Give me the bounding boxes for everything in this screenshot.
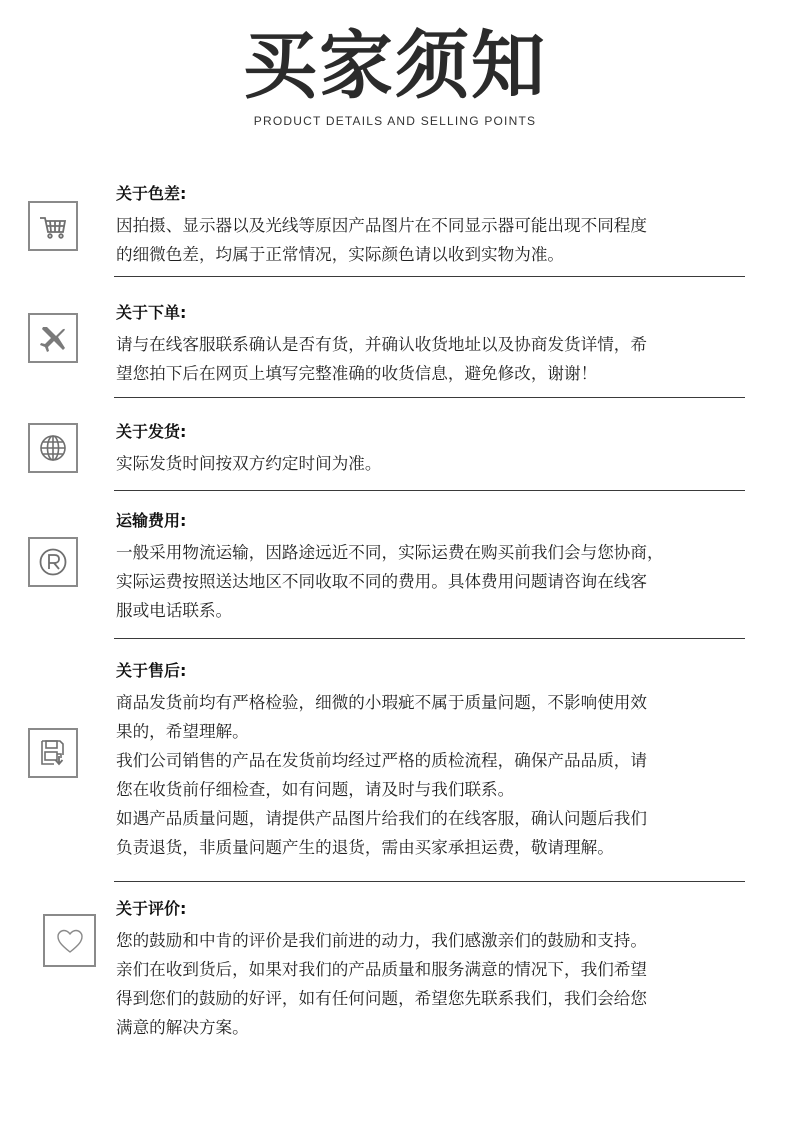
section-line: 一般采用物流运输，因路途远近不同，实际运费在购买前我们会与您协商， bbox=[116, 543, 664, 562]
globe-icon bbox=[28, 423, 78, 473]
section-title: 关于下单: bbox=[116, 303, 187, 322]
heart-icon bbox=[43, 914, 96, 967]
divider bbox=[114, 276, 745, 277]
section-line: 服或电话联系。 bbox=[116, 601, 233, 620]
section-line: 您在收货前仔细检查，如有问题，请及时与我们联系。 bbox=[116, 780, 515, 799]
section-ordering bbox=[116, 302, 736, 388]
section-line: 果的，希望理解。 bbox=[116, 722, 249, 741]
section-line: 实际发货时间按双方约定时间为准。 bbox=[116, 454, 382, 473]
section-line: 如遇产品质量问题，请提供产品图片给我们的在线客服，确认问题后我们 bbox=[116, 809, 647, 828]
section-freight bbox=[116, 510, 736, 625]
section-title: 关于发货: bbox=[116, 422, 187, 441]
section-line: 的细微色差，均属于正常情况，实际颜色请以收到实物为准。 bbox=[116, 245, 565, 264]
shopping-cart-icon bbox=[28, 201, 78, 251]
section-line: 因拍摄、显示器以及光线等原因产品图片在不同显示器可能出现不同程度 bbox=[116, 216, 647, 235]
section-line: 满意的解决方案。 bbox=[116, 1018, 249, 1037]
section-color-difference bbox=[116, 183, 736, 269]
page-header bbox=[0, 20, 790, 128]
registered-icon bbox=[28, 537, 78, 587]
section-after-sales bbox=[116, 660, 736, 862]
section-reviews bbox=[116, 898, 736, 1042]
section-line: 请与在线客服联系确认是否有货，并确认收货地址以及协商发货详情，希 bbox=[116, 335, 647, 354]
divider bbox=[114, 490, 745, 491]
section-line: 商品发货前均有严格检验，细微的小瑕疵不属于质量问题，不影响使用效 bbox=[116, 693, 647, 712]
section-line: 实际运费按照送达地区不同收取不同的费用。具体费用问题请咨询在线客 bbox=[116, 572, 647, 591]
divider bbox=[114, 881, 745, 882]
section-line: 您的鼓励和中肯的评价是我们前进的动力，我们感激亲们的鼓励和支持。 bbox=[116, 931, 647, 950]
section-line: 我们公司销售的产品在发货前均经过严格的质检流程，确保产品品质，请 bbox=[116, 751, 647, 770]
page-title: 买家须知 bbox=[243, 23, 547, 109]
section-title: 关于色差: bbox=[116, 184, 187, 203]
section-line: 亲们在收到货后，如果对我们的产品质量和服务满意的情况下，我们希望 bbox=[116, 960, 647, 979]
section-line: 得到您们的鼓励的好评，如有任何问题，希望您先联系我们，我们会给您 bbox=[116, 989, 647, 1008]
section-line: 望您拍下后在网页上填写完整准确的收货信息，避免修改，谢谢！ bbox=[116, 364, 598, 383]
section-line: 负责退货，非质量问题产生的退货，需由买家承担运费，敬请理解。 bbox=[116, 838, 614, 857]
divider bbox=[114, 397, 745, 398]
page-subtitle: PRODUCT DETAILS AND SELLING POINTS bbox=[253, 114, 537, 128]
divider bbox=[114, 638, 745, 639]
section-shipping bbox=[116, 421, 736, 478]
save-download-icon bbox=[28, 728, 78, 778]
airplane-icon bbox=[28, 313, 78, 363]
section-title: 运输费用: bbox=[116, 511, 187, 530]
section-title: 关于评价: bbox=[116, 899, 187, 918]
section-title: 关于售后: bbox=[116, 661, 187, 680]
